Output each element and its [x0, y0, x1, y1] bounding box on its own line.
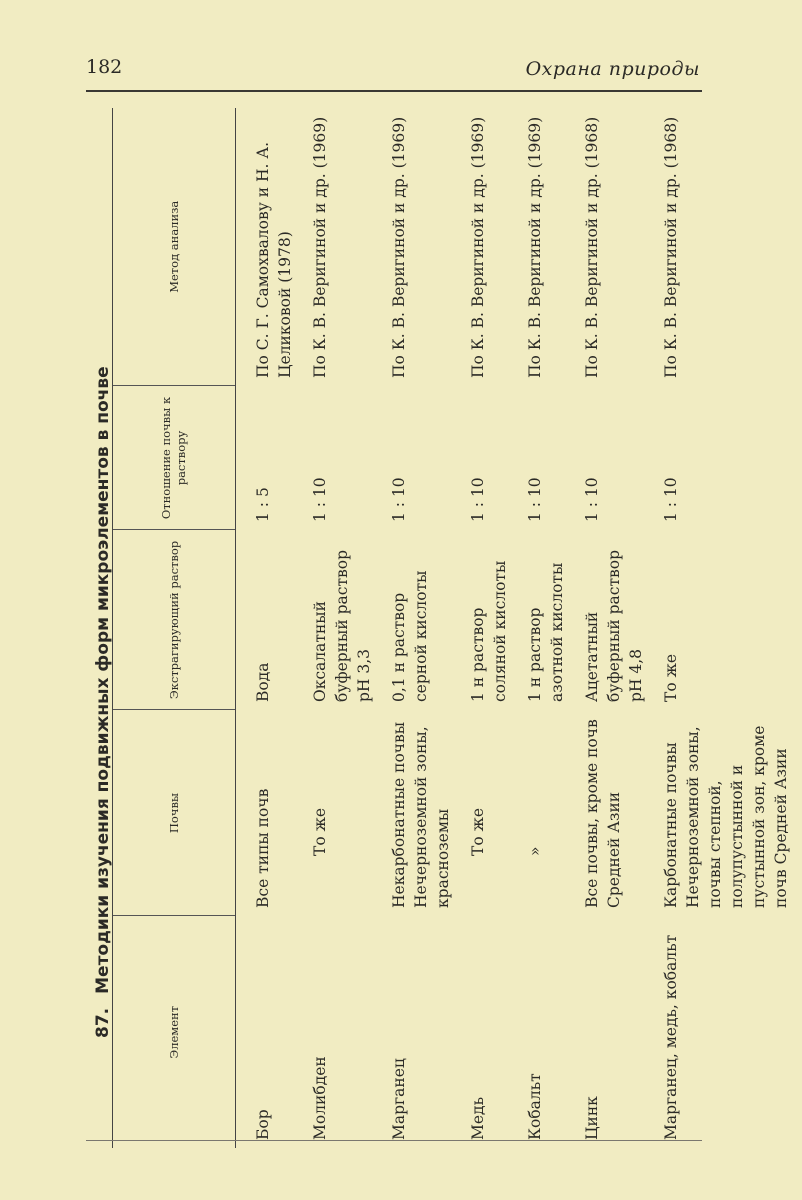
cell-extractant: Оксалатный буферный раствор рН 3,3	[311, 549, 373, 702]
cell-method: По К. В. Веригиной и др. (1968)	[662, 116, 680, 378]
header-ratio: Отношение почвы к раствору	[113, 386, 236, 530]
cell-method: По К. В. Веригиной и др. (1969)	[469, 116, 487, 378]
cell-element: Цинк	[583, 1096, 601, 1140]
cell-soils: То же	[469, 807, 487, 856]
methods-table	[112, 108, 802, 1148]
table-header-row	[113, 108, 236, 1148]
table-row	[578, 108, 657, 1148]
cell-element: Бор	[254, 1109, 272, 1140]
header-element: Элемент	[113, 916, 236, 1148]
cell-soils: »	[526, 846, 544, 856]
cell-element: Марганец	[390, 1058, 408, 1140]
cell-method: По К. В. Веригиной и др. (1969)	[526, 116, 544, 378]
cell-ratio: 1 : 10	[469, 477, 487, 522]
running-head: Охрана природы	[525, 58, 700, 80]
table-row	[236, 108, 307, 1148]
table-number: 87.	[93, 1007, 113, 1038]
cell-element: Марганец, медь, кобальт	[662, 934, 680, 1140]
cell-method: По К. В. Веригиной и др. (1969)	[390, 116, 408, 378]
cell-soils: Все почвы, кроме почв Средней Азии	[583, 719, 623, 908]
cell-extractant: Ацетатный буферный раствор рН 4,8	[583, 549, 645, 702]
header-extractant: Экстрагирующий раствор	[113, 530, 236, 710]
table-row	[385, 108, 464, 1148]
page-number: 182	[86, 56, 123, 78]
table-title-text: Методики изучения подвижных форм микроэлементов в почве	[93, 366, 113, 994]
table-row	[464, 108, 521, 1148]
cell-extractant: 1 н раствор азотной кислоты	[526, 562, 566, 702]
table-row	[521, 108, 578, 1148]
cell-soils: То же	[311, 807, 329, 856]
rotated-table-block	[90, 98, 790, 1148]
header-rule	[86, 90, 702, 92]
cell-method: По К. В. Веригиной и др. (1968)	[583, 116, 601, 378]
cell-ratio: 1 : 5	[254, 487, 272, 522]
cell-element: Медь	[469, 1096, 487, 1140]
header-soils: Почвы	[113, 710, 236, 916]
cell-ratio: 1 : 10	[662, 477, 680, 522]
table-row	[306, 108, 385, 1148]
bottom-rule	[86, 1140, 702, 1141]
cell-soils: Карбонатные почвы Нечерноземной зоны, почвы степной, полупустынной и пустынной зон, кроме почв Средней Азии	[662, 725, 790, 908]
cell-extractant: 0,1 н раствор серной кислоты	[390, 570, 430, 702]
cell-extractant: 1 н раствор соляной кислоты	[469, 560, 509, 702]
cell-soils: Все типы почв	[254, 788, 272, 908]
cell-ratio: 1 : 10	[583, 477, 601, 522]
cell-element: Молибден	[311, 1056, 329, 1140]
cell-method: По К. В. Веригиной и др. (1969)	[311, 116, 329, 378]
cell-soils: Некарбонатные почвы Нечерноземной зоны, красноземы	[390, 721, 452, 908]
table-row	[657, 108, 802, 1148]
header-method: Метод анализа	[113, 108, 236, 386]
cell-method: По С. Г. Самохвалову и Н. А. Целиковой (1978)	[254, 141, 294, 378]
cell-ratio: 1 : 10	[526, 477, 544, 522]
cell-ratio: 1 : 10	[390, 477, 408, 522]
cell-extractant: То же	[662, 653, 680, 702]
cell-element: Кобальт	[526, 1073, 544, 1140]
cell-ratio: 1 : 10	[311, 477, 329, 522]
cell-extractant: Вода	[254, 662, 272, 702]
